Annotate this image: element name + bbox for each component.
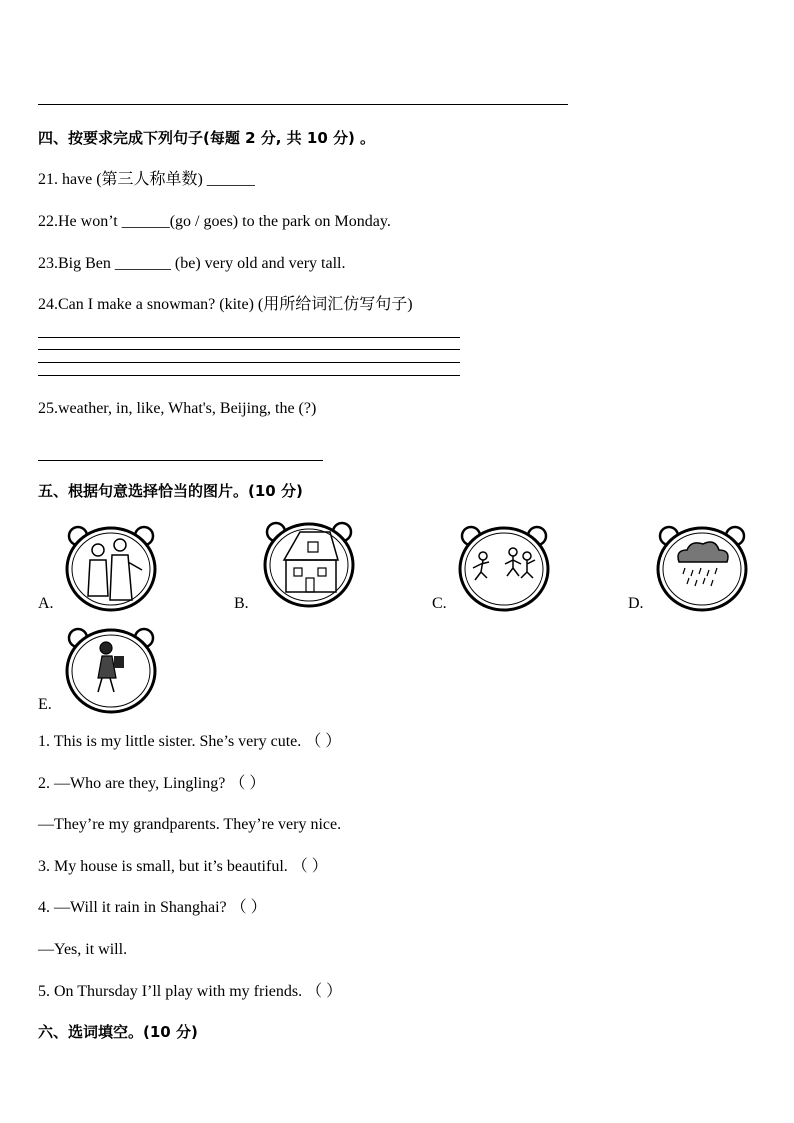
house-icon (260, 516, 358, 608)
match-question-3: 3. My house is small, but it’s beautiful. （ ） (38, 858, 328, 875)
option-label-a: A. (38, 595, 54, 612)
little-girl-icon (62, 622, 160, 714)
option-label-e: E. (38, 696, 52, 713)
answer-line-top (38, 104, 568, 105)
match-question-2-reply: —They’re my grandparents. They’re very nice. (38, 816, 342, 833)
section-4-heading: 四、按要求完成下列句子(每题 2 分, 共 10 分) 。 (38, 129, 376, 147)
option-label-b: B. (234, 595, 249, 612)
option-label-c: C. (432, 595, 447, 612)
writing-line-4 (38, 375, 460, 376)
friends-playing-icon (455, 520, 553, 612)
answer-line-25 (38, 460, 323, 461)
writing-line-2 (38, 349, 460, 350)
match-question-1: 1. This is my little sister. She’s very cute. （ ） (38, 733, 342, 750)
question-24: 24.Can I make a snowman? (kite) (用所给词汇仿写句子) (38, 296, 413, 313)
match-question-5: 5. On Thursday I’ll play with my friends. （ ） (38, 983, 343, 1000)
rain-cloud-icon (653, 520, 751, 612)
match-question-2: 2. —Who are they, Lingling? （ ） (38, 775, 266, 792)
section-5-heading: 五、根据句意选择恰当的图片。(10 分) (38, 482, 303, 500)
question-22: 22.He won’t ______(go / goes) to the park on Monday. (38, 213, 391, 230)
question-21: 21. have (第三人称单数) ______ (38, 171, 255, 188)
grandparents-icon (62, 520, 160, 612)
section-6-heading: 六、选词填空。(10 分) (38, 1023, 198, 1041)
question-25: 25.weather, in, like, What's, Beijing, the (?) (38, 400, 317, 417)
writing-line-1 (38, 337, 460, 338)
option-label-d: D. (628, 595, 644, 612)
match-question-4: 4. —Will it rain in Shanghai? （ ） (38, 899, 267, 916)
question-23: 23.Big Ben _______ (be) very old and very tall. (38, 255, 346, 272)
writing-line-3 (38, 362, 460, 363)
match-question-4-reply: —Yes, it will. (38, 941, 128, 958)
